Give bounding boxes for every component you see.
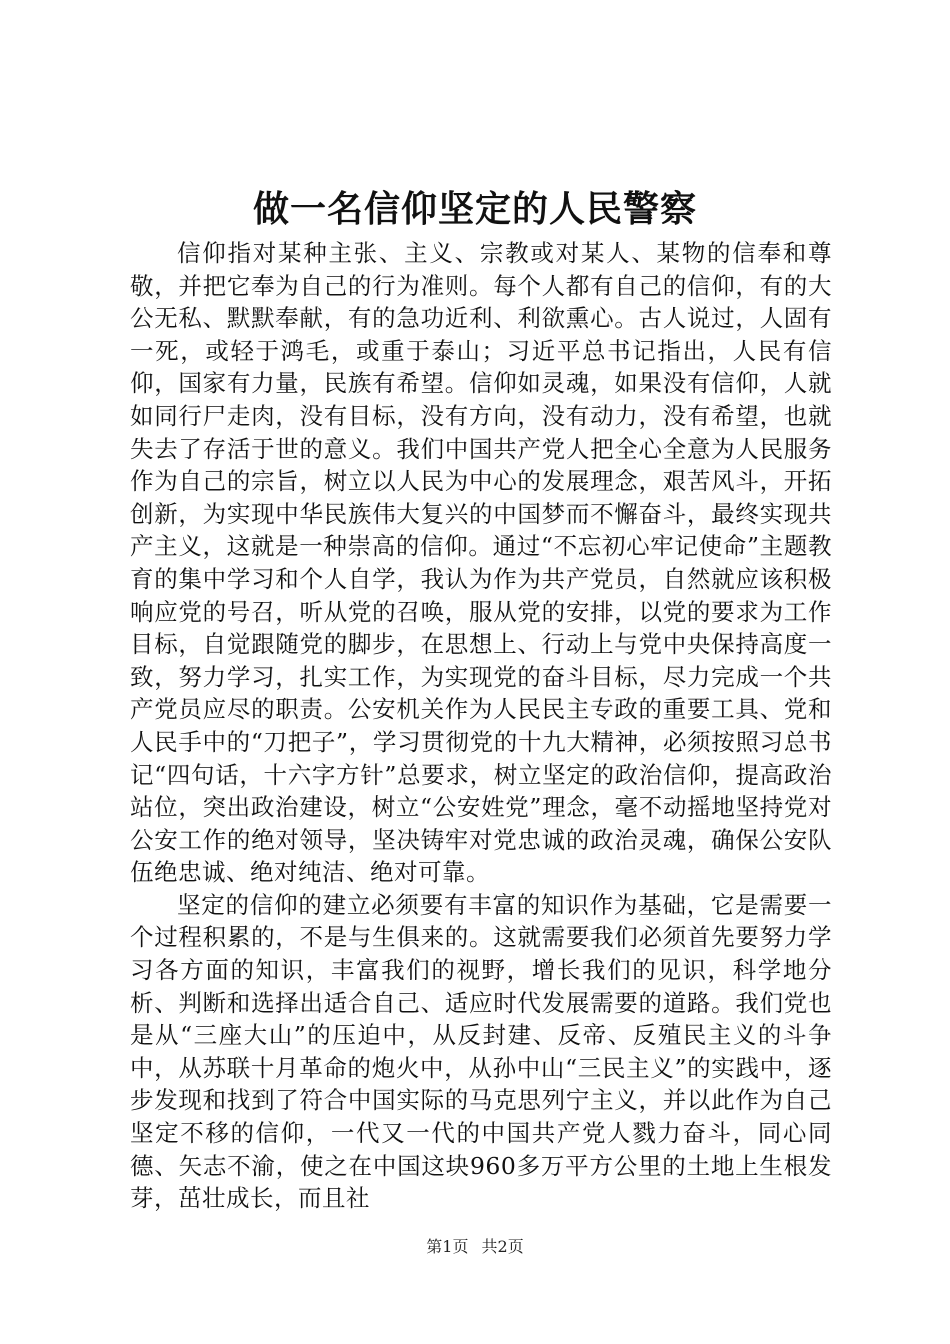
document-body bbox=[130, 237, 832, 1215]
paragraph-1: 信仰指对某种主张、主义、宗教或对某人、某物的信奉和尊敬，并把它奉为自己的行为准则。每个人都有自己的信仰，有的大公无私、默默奉献，有的急功近利、利欲熏心。古人说过，人固有一死，或轻于鸿毛，或重于泰山；习近平总书记指出，人民有信仰，国家有力量，民族有希望。信仰如灵魂，如果没有信仰，人就如同行尸走肉，没有目标，没有方向，没有动力，没有希望，也就失去了存活于世的意义。我们中国共产党人把全心全意为人民服务作为自己的宗旨，树立以人民为中心的发展理念，艰苦风斗，开拓创新，为实现中华民族伟大复兴的中国梦而不懈奋斗，最终实现共产主义，这就是一种崇高的信仰。通过“不忘初心牢记使命”主题教育的集中学习和个人自学，我认为作为共产党员，自然就应该积极响应党的号召，听从党的召唤，服从党的安排，以党的要求为工作目标，自觉跟随党的脚步，在思想上、行动上与党中央保持高度一致，努力学习，扎实工作，为实现党的奋斗目标，尽力完成一个共产党员应尽的职责。公安机关作为人民民主专政的重要工具、党和人民手中的“刀把子”，学习贯彻党的十九大精神，必须按照习总书记“四句话，十六字方针”总要求，树立坚定的政治信仰，提高政治站位，突出政治建设，树立“公安姓党”理念，毫不动摇地坚持党对公安工作的绝对领导，坚决铸牢对党忠诚的政治灵魂，确保公安队伍绝忠诚、绝对纯洁、绝对可靠。 bbox=[130, 239, 832, 887]
page-footer bbox=[0, 1236, 950, 1258]
paragraph-2: 坚定的信仰的建立必须要有丰富的知识作为基础，它是需要一个过程积累的，不是与生俱来的。这就需要我们必须首先要努力学习各方面的知识，丰富我们的视野，增长我们的见识，科学地分析、判断和选择出适合自己、适应时代发展需要的道路。我们党也是从“三座大山”的压迫中，从反封建、反帝、反殖民主义的斗争中，从苏联十月革命的炮火中，从孙中山“三民主义”的实践中，逐步发现和找到了符合中国实际的马克思列宁主义，并以此作为自己坚定不移的信仰，一代又一代的中国共产党人戮力奋斗，同心同德、矢志不渝，使之在中国这块960多万平方公里的土地上生根发芽，茁壮成长，而且社 bbox=[130, 890, 832, 1213]
document-title: 做一名信仰坚定的人民警察 bbox=[252, 188, 697, 230]
page-number-current: 第1页 bbox=[426, 1237, 469, 1256]
page-number-total: 共2页 bbox=[481, 1237, 524, 1256]
